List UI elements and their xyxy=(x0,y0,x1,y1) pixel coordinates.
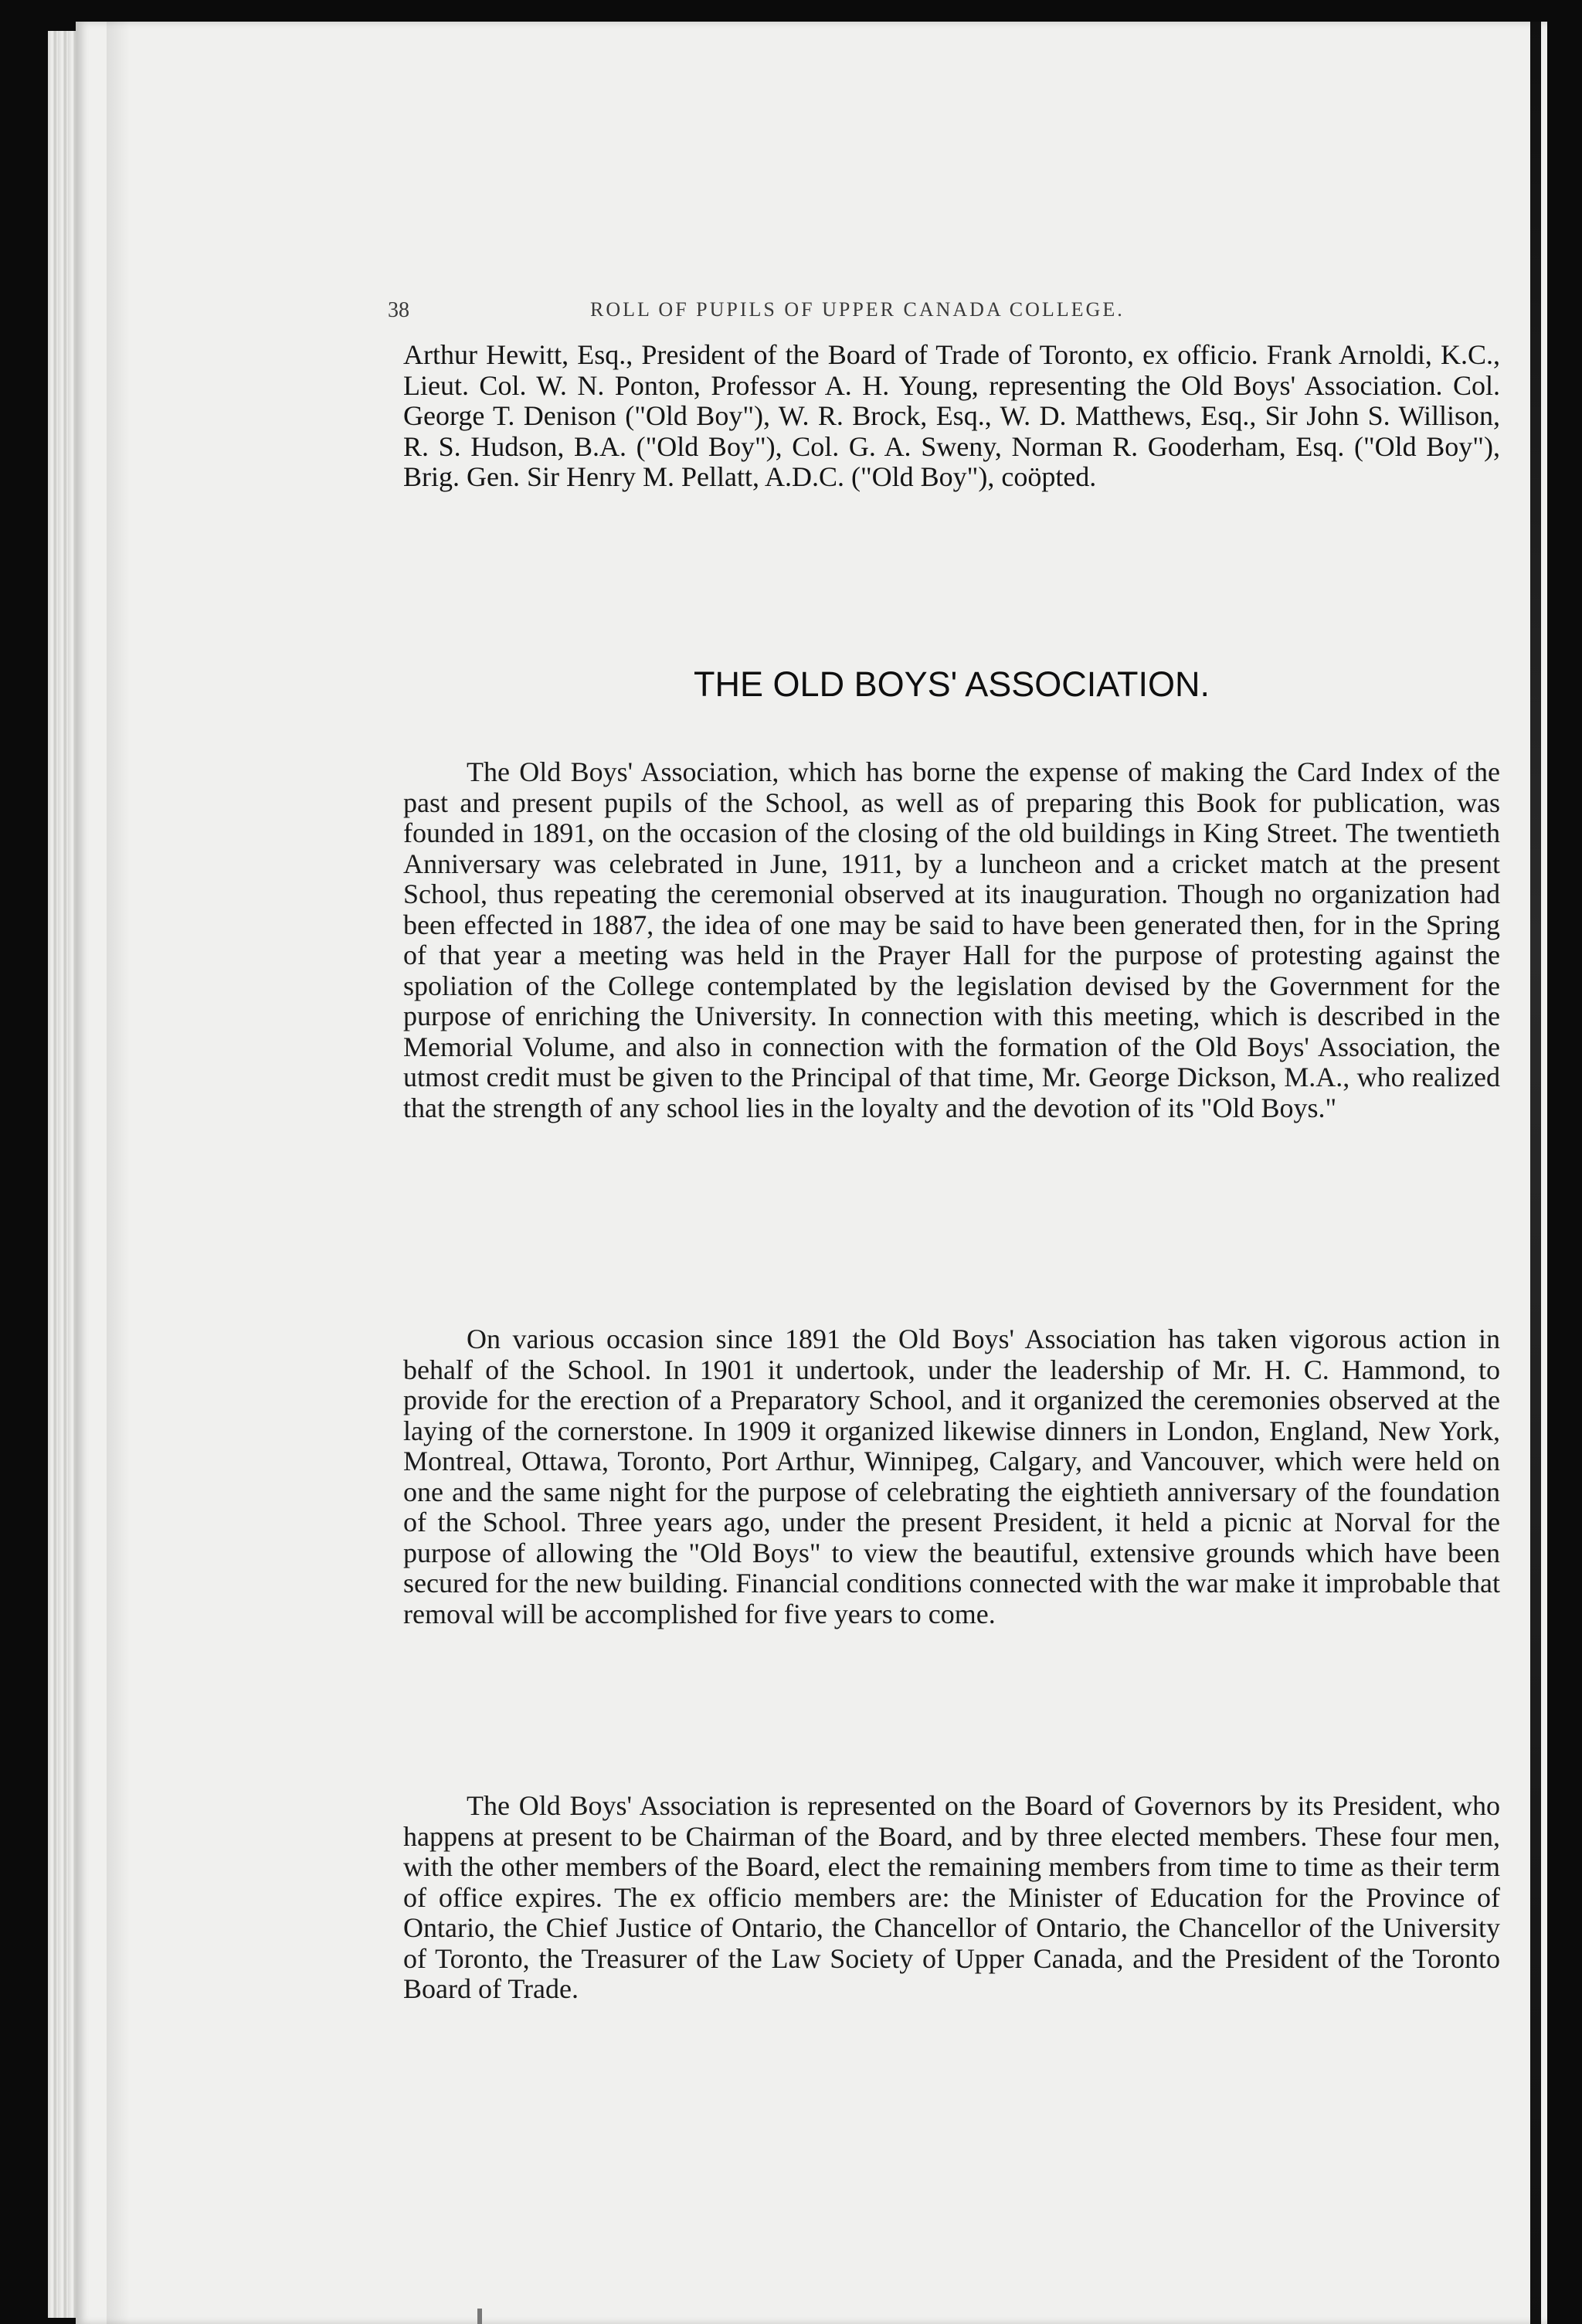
paragraph-activities xyxy=(403,1324,1500,1629)
section-heading: THE OLD BOYS' ASSOCIATION. xyxy=(694,664,1210,704)
page-number: 38 xyxy=(388,298,409,322)
running-head-title: ROLL OF PUPILS OF UPPER CANADA COLLEGE. xyxy=(590,298,1125,321)
paragraph-text: On various occasion since 1891 the Old Boys' Association has taken vigorous action in behalf of the School. In 1901 it undertook, under the leadership of Mr. H. C. Hammond, to provide for the erection of a Preparatory School, and it organized the ceremonies observed at the laying of the cornerstone. In 1909 it organized likewise dinners in London, England, New York, Montreal, Ottawa, Toronto, Port Arthur, Winnipeg, Calgary, and Vancouver, which were held on one and the same night for the purpose of celebrating the eightieth anniversary of the foundation of the School. Three years ago, under the present President, it held a picnic at Norval for the purpose of allowing the "Old Boys" to view the beautiful, extensive grounds which have been secured for the new building. Financial conditions connected with the war make it improbable that removal will be accomplished for five years to come. xyxy=(403,1323,1500,1629)
spine-shadow xyxy=(107,22,130,2324)
scan-artifact xyxy=(477,2309,482,2324)
board-members-text: Arthur Hewitt, Esq., President of the Board of Trade of Toronto, ex officio. Frank Arnoldi, K.C., Lieut. Col. W. N. Ponton, Professor A. H. Young, representing the Old Boys' Association. Col. George T. Denison ("Old Boy"), W. R. Brock, Esq., W. D. Matthews, Esq., Sir John S. Willison, R. S. Hudson, B.A. ("Old Boy"), Col. G. A. Sweny, Norman R. Gooderham, Esq. ("Old Boy"), Brig. Gen. Sir Henry M. Pellatt, A.D.C. ("Old Boy"), coöpted. xyxy=(403,339,1500,492)
board-members-paragraph xyxy=(403,340,1500,493)
paragraph-text: The Old Boys' Association is represented on the Board of Governors by its President, who happens at present to be Chairman of the Board, and by three elected members. These four men, with the other members of the Board, elect the remaining members from time to time as their term of office expires. The ex officio members are: the Minister of Education for the Province of Ontario, the Chief Justice of Ontario, the Chancellor of Ontario, the Chancellor of the University of Toronto, the Treasurer of the Law Society of Upper Canada, and the President of the Toronto Board of Trade. xyxy=(403,1790,1500,2004)
paragraph-text: The Old Boys' Association, which has borne the expense of making the Card Index of the past and present pupils of the School, as well as of preparing this Book for publication, was founded in 1891, on the occasion of the closing of the old buildings in King Street. The twentieth Anniversary was celebrated in June, 1911, by a luncheon and a cricket match at the present School, thus repeating the ceremonial observed at its inauguration. Though no organization had been effected in 1887, the idea of one may be said to have been generated then, for in the Spring of that year a meeting was held in the Prayer Hall for the purpose of protesting against the spoliation of the College contemplated by the legislation devised by the Government for the purpose of enriching the University. In connection with this meeting, which is described in the Memorial Volume, and also in connection with the formation of the Old Boys' Association, the utmost credit must be given to the Principal of that time, Mr. George Dickson, M.A., who realized that the strength of any school lies in the loyalty and the devotion of its "Old Boys." xyxy=(403,756,1500,1123)
paragraph-founding xyxy=(403,757,1500,1123)
right-margin-shadow xyxy=(1530,22,1541,2324)
paragraph-governance xyxy=(403,1791,1500,2005)
book-page xyxy=(76,22,1547,2324)
